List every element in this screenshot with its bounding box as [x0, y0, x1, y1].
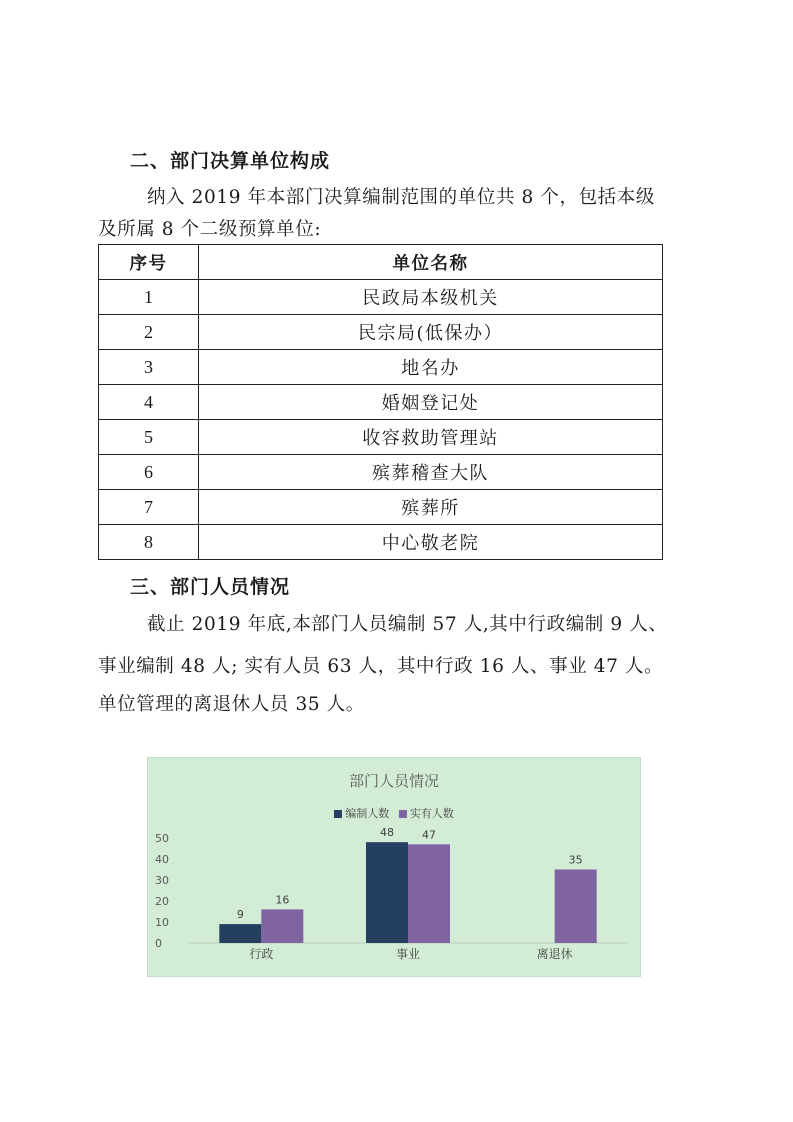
table-row: [99, 350, 663, 385]
section-3-paragraph-line-1: 截止 2019 年底,本部门人员编制 57 人,其中行政编制 9 人、: [147, 614, 668, 635]
unit-table: [98, 244, 663, 560]
row-index: 2: [99, 315, 199, 350]
y-tick-label: 40: [155, 853, 169, 866]
x-tick-label: 离退休: [536, 947, 573, 961]
staff-bar-chart: [147, 757, 641, 977]
y-tick-label: 10: [155, 916, 169, 929]
unit-name: 收容救助管理站: [199, 420, 663, 455]
data-label: 35: [568, 853, 583, 867]
table-row: [99, 315, 663, 350]
unit-name: 民政局本级机关: [199, 280, 663, 315]
legend-label-actual: 实有人数: [409, 807, 454, 820]
row-index: 7: [99, 490, 199, 525]
row-index: 6: [99, 455, 199, 490]
row-index: 5: [99, 420, 199, 455]
table-row: [99, 490, 663, 525]
data-label: 16: [275, 893, 290, 907]
y-tick-label: 30: [155, 874, 169, 887]
y-tick-label: 20: [155, 895, 169, 908]
y-tick-label: 0: [155, 937, 162, 950]
data-label: 48: [380, 826, 394, 840]
table-row: [99, 420, 663, 455]
unit-table-header-row: [99, 245, 663, 280]
section-2-paragraph-line-2: 及所属 8 个二级预算单位:: [98, 219, 322, 240]
column-header-unit-name: 单位名称: [199, 245, 663, 280]
bar: [366, 842, 408, 943]
row-index: 4: [99, 385, 199, 420]
table-row: [99, 525, 663, 560]
row-index: 1: [99, 280, 199, 315]
row-index: 8: [99, 525, 199, 560]
legend-label-authorized: 编制人数: [345, 807, 390, 820]
x-tick-label: 行政: [249, 947, 274, 961]
section-3-paragraph-line-2: 事业编制 48 人; 实有人员 63 人，其中行政 16 人、事业 47 人。: [98, 656, 664, 677]
bar: [408, 844, 450, 943]
unit-name: 民宗局(低保办）: [199, 315, 663, 350]
section-2-paragraph-line-1: 纳入 2019 年本部门决算编制范围的单位共 8 个，包括本级: [147, 187, 655, 208]
bar: [555, 870, 597, 944]
unit-name: 殡葬稽查大队: [199, 455, 663, 490]
chart-title: 部门人员情况: [348, 772, 439, 790]
x-tick-label: 事业: [395, 947, 421, 961]
unit-name: 婚姻登记处: [199, 385, 663, 420]
chart-plot: [148, 758, 640, 976]
section-3-heading: 三、部门人员情况: [130, 576, 291, 598]
data-label: 47: [422, 828, 436, 842]
column-header-index: 序号: [99, 245, 199, 280]
unit-name: 中心敬老院: [199, 525, 663, 560]
unit-name: 地名办: [199, 350, 663, 385]
section-3-paragraph-line-3: 单位管理的离退休人员 35 人。: [98, 694, 365, 715]
y-tick-label: 50: [155, 832, 169, 845]
bar: [261, 909, 303, 943]
table-row: [99, 385, 663, 420]
section-2-heading: 二、部门决算单位构成: [130, 150, 331, 172]
table-row: [99, 455, 663, 490]
data-label: 9: [236, 908, 244, 922]
unit-name: 殡葬所: [199, 490, 663, 525]
bar: [219, 924, 261, 943]
table-row: [99, 280, 663, 315]
row-index: 3: [99, 350, 199, 385]
